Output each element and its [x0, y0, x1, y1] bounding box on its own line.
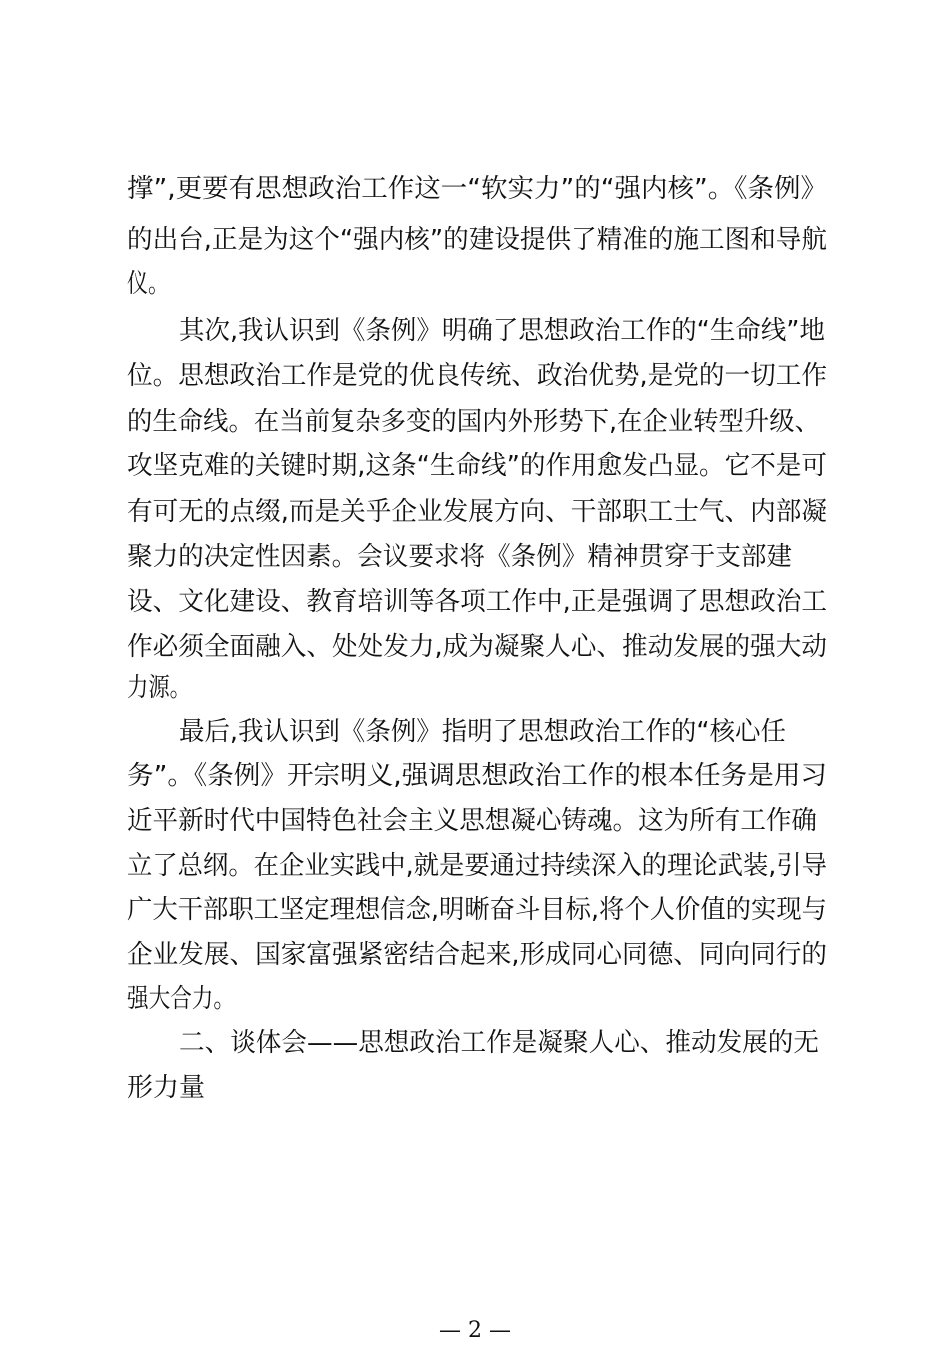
page-number: — 2 — — [439, 1318, 511, 1343]
text-line-content: 设、文化建设、教育培训等各项工作中,正是强调了思想政治工 — [127, 587, 827, 617]
text-line — [0, 754, 950, 798]
text-line — [0, 977, 950, 1021]
text-line-content: 强大合力。 — [127, 984, 235, 1014]
text-line-content: 的出台,正是为这个“强内核”的建设提供了精准的施工图和导航 — [127, 225, 827, 255]
text-line-content: 仪。 — [127, 269, 169, 299]
text-line — [0, 167, 950, 211]
text-line-content: 作必须全面融入、处处发力,成为凝聚人心、推动发展的强大动 — [127, 632, 827, 662]
section-heading-content: 形力量 — [127, 1073, 205, 1103]
text-line-content: 力源。 — [127, 673, 191, 703]
text-line — [0, 580, 950, 624]
text-line — [0, 262, 950, 306]
text-line-content: 企业发展、国家富强紧密结合起来,形成同心同德、同向同行的 — [127, 940, 827, 970]
section-heading-line — [0, 1066, 950, 1110]
text-line-content: 聚力的决定性因素。会议要求将《条例》精神贯穿于支部建 — [127, 542, 792, 572]
text-line — [0, 490, 950, 534]
text-line — [0, 625, 950, 669]
text-line — [0, 218, 950, 262]
text-line — [0, 710, 950, 754]
text-line-content: 有可无的点缀,而是关乎企业发展方向、干部职工士气、内部凝 — [127, 497, 827, 527]
text-line-content: 立了总纲。在企业实践中,就是要通过持续深入的理论武装,引导 — [127, 851, 827, 881]
text-line-content: 广大干部职工坚定理想信念,明晰奋斗目标,将个人价值的实现与 — [127, 895, 827, 925]
section-heading-content: 二、谈体会——思想政治工作是凝聚人心、推动发展的无 — [179, 1028, 819, 1058]
text-line-content: 其次,我认识到《条例》明确了思想政治工作的“生命线”地 — [179, 316, 825, 346]
text-line-content: 最后,我认识到《条例》指明了思想政治工作的“核心任 — [179, 717, 786, 747]
text-line-content: 务”。《条例》开宗明义,强调思想政治工作的根本任务是用习 — [127, 761, 827, 791]
text-line — [0, 933, 950, 977]
text-line-content: 攻坚克难的关键时期,这条“生命线”的作用愈发凸显。它不是可 — [127, 451, 827, 481]
text-line — [0, 844, 950, 888]
text-line-content: 的生命线。在当前复杂多变的国内外形势下,在企业转型升级、 — [127, 407, 820, 437]
text-line — [0, 799, 950, 843]
text-line — [0, 354, 950, 398]
section-heading-line — [0, 1021, 950, 1065]
text-line-content: 撑”,更要有思想政治工作这一“软实力”的“强内核”。《条例》 — [127, 174, 828, 204]
text-line — [0, 309, 950, 353]
text-line — [0, 535, 950, 579]
text-line-content: 近平新时代中国特色社会主义思想凝心铸魂。这为所有工作确 — [127, 806, 817, 836]
text-line — [0, 400, 950, 444]
text-line — [0, 666, 950, 710]
text-line-content: 位。思想政治工作是党的优良传统、政治优势,是党的一切工作 — [127, 361, 827, 391]
text-line — [0, 444, 950, 488]
text-line — [0, 888, 950, 932]
